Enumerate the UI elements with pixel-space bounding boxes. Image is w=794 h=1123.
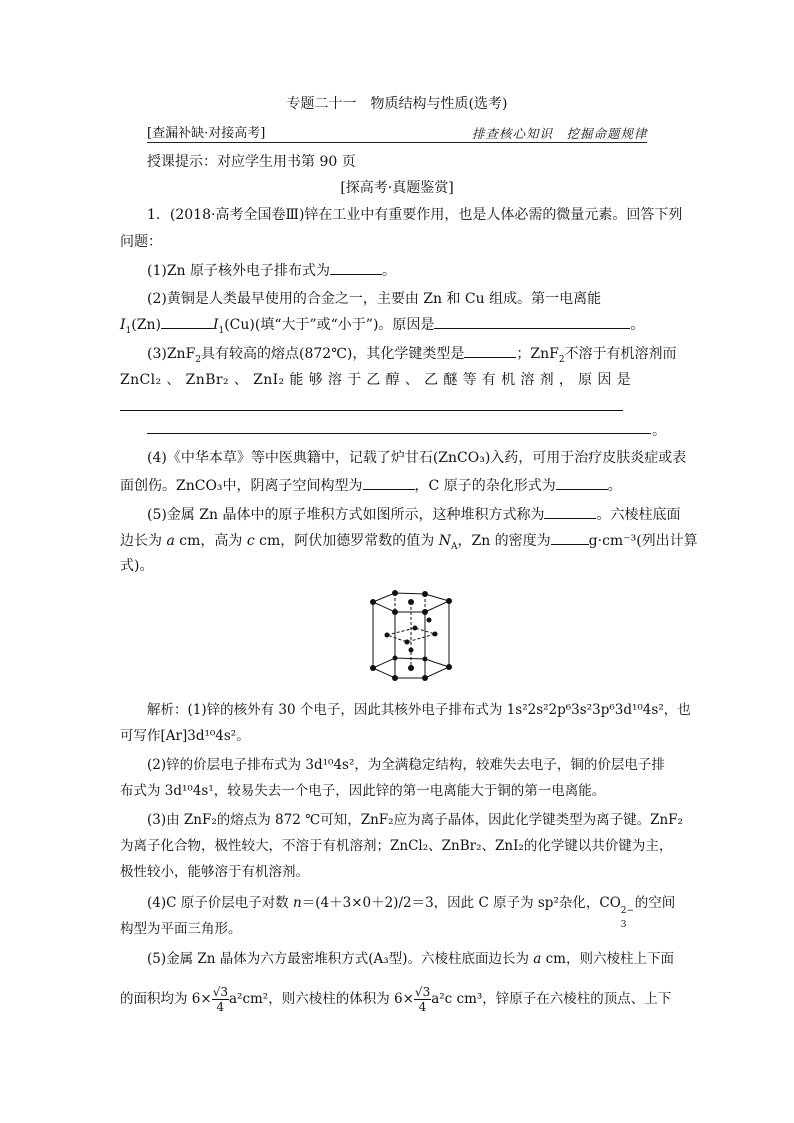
carbonate-sub: 3: [620, 920, 627, 930]
s4-text-a: (4)C 原子价层电子对数: [147, 895, 294, 911]
part-5-text-a: (5)金属 Zn 晶体中的原子堆积方式如图所示，这种堆积方式称为: [147, 507, 545, 523]
fraction-2-den: 4: [418, 1000, 427, 1014]
part-4-end: 。: [607, 478, 622, 494]
section-heading: [探高考·真题鉴赏]: [340, 180, 454, 196]
fraction-1-num: √3: [212, 985, 228, 999]
fraction-1-den: 4: [216, 1000, 225, 1014]
answer-blank-5b: [551, 530, 589, 545]
answer-blank-5a: [544, 504, 596, 519]
solution-4-line-1: [147, 893, 676, 930]
solution-3-line-3: 极性较小，能够溶于有机溶剂。: [120, 864, 309, 880]
s5-text-c: 的面积均为 6×: [120, 991, 212, 1007]
teaching-hint: 授课提示：对应学生用书第 90 页: [147, 154, 356, 170]
part-3-line-2: ZnCl₂ 、 ZnBr₂ 、 ZnI₂ 能 够 溶 于 乙 醇 、 乙 醚 等 有 机 溶 剂 ， 原 因 是: [120, 372, 632, 388]
var-c: c: [246, 533, 255, 549]
part-3-text-d: 不溶于有机溶剂而: [564, 346, 677, 362]
s4-text-c: 的空间: [634, 895, 676, 911]
cu-label: (Cu)(填“大于”或“小于”)。原因是: [224, 317, 435, 333]
answer-blank-4b: [556, 475, 608, 490]
var-n: n: [293, 895, 302, 911]
section-bar-left: [查漏补缺·对接高考]: [147, 126, 266, 141]
solution-2-line-1: (2)锌的价层电子排布式为 3d¹⁰4s²，为全满稳定结构，较难失去电子，铜的价层电子排: [147, 757, 665, 773]
part-3-text-b: 具有较高的熔点(872℃)，其化学键类型是: [201, 346, 465, 362]
part-2-line-1: (2)黄铜是人类最早使用的合金之一，主要由 Zn 和 Cu 组成。第一电离能: [147, 291, 602, 307]
solution-2-line-2: 布式为 3d¹⁰4s¹，较易失去一个电子，因此锌的第一电离能大于铜的第一电离能。: [120, 783, 606, 799]
page-title: 专题二十一 物质结构与性质(选考): [286, 96, 508, 112]
p5-text-5: g·cm⁻³(列出计算: [588, 533, 698, 549]
part-4-text-a: 面创伤。ZnCO₃中，阴离子空间构型为: [120, 478, 363, 494]
part-3-end: 。: [652, 423, 666, 439]
solution-4-line-2: 构型为平面三角形。: [120, 921, 242, 937]
part-5-line-1: [147, 504, 680, 525]
var-na: N: [438, 533, 451, 549]
part-5-line-3: 式)。: [120, 558, 154, 574]
fraction-2: [414, 985, 431, 1014]
part-4-text-b: ，C 原子的杂化形式为: [414, 478, 556, 494]
solution-1-line-2: 可写作[Ar]3d¹⁰4s²。: [120, 728, 250, 744]
s5-text-b: cm，则六棱柱上下面: [541, 951, 674, 967]
part-3-text-c: ；ZnF: [516, 346, 559, 362]
fraction-1: [212, 985, 229, 1014]
part-3-text-a: (3)ZnF: [147, 346, 196, 362]
answer-blank-1: [330, 260, 382, 275]
p5-text-4: ，Zn 的密度为: [457, 533, 551, 549]
s4-text-b: ＝(4＋3×0＋2)/2＝3，因此 C 原子为 sp²杂化，CO: [301, 895, 621, 911]
s5-text-a: (5)金属 Zn 晶体为六方最密堆积方式(A₃型)。六棱柱底面边长为: [147, 951, 534, 967]
section-bar-right: 排查核心知识 挖掘命题规律: [472, 126, 648, 141]
question-1-line-2: 问题：: [120, 234, 162, 250]
p5-text-2: cm，高为: [174, 533, 247, 549]
part-1-end: 。: [382, 263, 397, 279]
hcp-crystal-figure: [357, 590, 467, 700]
header-divider: [147, 142, 647, 143]
s5-text-e: a²c cm³，锌原子在六棱柱的顶点、上下: [431, 991, 672, 1007]
part-1-text: (1)Zn 原子核外电子排布式为: [147, 263, 331, 279]
part-4-line-2: [120, 475, 622, 496]
s5-text-d: a²cm²，则六棱柱的体积为 6×: [228, 991, 414, 1007]
answer-line-3b: [120, 410, 623, 411]
answer-line-3c: [147, 433, 651, 434]
part-4-line-1: (4)《中华本草》等中医典籍中，记载了炉甘石(ZnCO₃)入药，可用于治疗皮肤炎症或表: [147, 450, 687, 466]
part-5-text-b: 。六棱柱底面: [596, 507, 681, 523]
answer-blank-2a: [161, 314, 213, 329]
solution-5-line-2: [120, 985, 671, 1014]
var-na-sub: A: [450, 541, 458, 552]
part-1: [147, 260, 396, 281]
part-2-line-2: [120, 314, 644, 335]
zn-label: (Zn): [131, 317, 161, 333]
p5-text-3: cm，阿伏加德罗常数的值为: [254, 533, 439, 549]
question-1-line-1: 1．(2018·高考全国卷Ⅲ)锌在工业中有重要作用，也是人体必需的微量元素。回答下列: [147, 207, 683, 223]
answer-blank-3a: [464, 343, 516, 358]
carbonate-sup: 2−: [620, 906, 635, 916]
part-2-end: 。: [630, 317, 645, 333]
ionization-symbol-cu: I: [212, 317, 219, 333]
solution-3-line-2: 为离子化合物，极性较大，不溶于有机溶剂；ZnCl₂、ZnBr₂、ZnI₂的化学键以共价键为主，: [120, 838, 673, 854]
fraction-2-num: √3: [414, 985, 431, 999]
ionization-sub-cu: 1: [218, 325, 225, 336]
answer-blank-2b: [434, 314, 630, 329]
solution-1-line-1: 解析：(1)锌的核外有 30 个电子，因此其核外电子排布式为 1s²2s²2p⁶3s²3p⁶3d¹⁰4s²，也: [147, 702, 691, 718]
var-a: a: [166, 533, 175, 549]
ionization-sub-zn: 1: [125, 325, 132, 336]
answer-blank-4a: [363, 475, 415, 490]
solution-5-line-1: [147, 949, 674, 969]
ionization-symbol-zn: I: [120, 317, 126, 333]
solution-3-line-1: (3)由 ZnF₂的熔点为 872 ℃可知，ZnF₂应为离子晶体，因此化学键类型为离子键。ZnF₂: [147, 812, 683, 828]
p5-text-1: 边长为: [120, 533, 167, 549]
part-3-line-1: (3)ZnF$_2$具有较高的熔点(872℃)，其化学键类型是 ；ZnF$_2$不溶于有机溶剂而: [147, 343, 677, 364]
s5-var-a: a: [533, 951, 542, 967]
part-5-line-2: [120, 530, 698, 551]
